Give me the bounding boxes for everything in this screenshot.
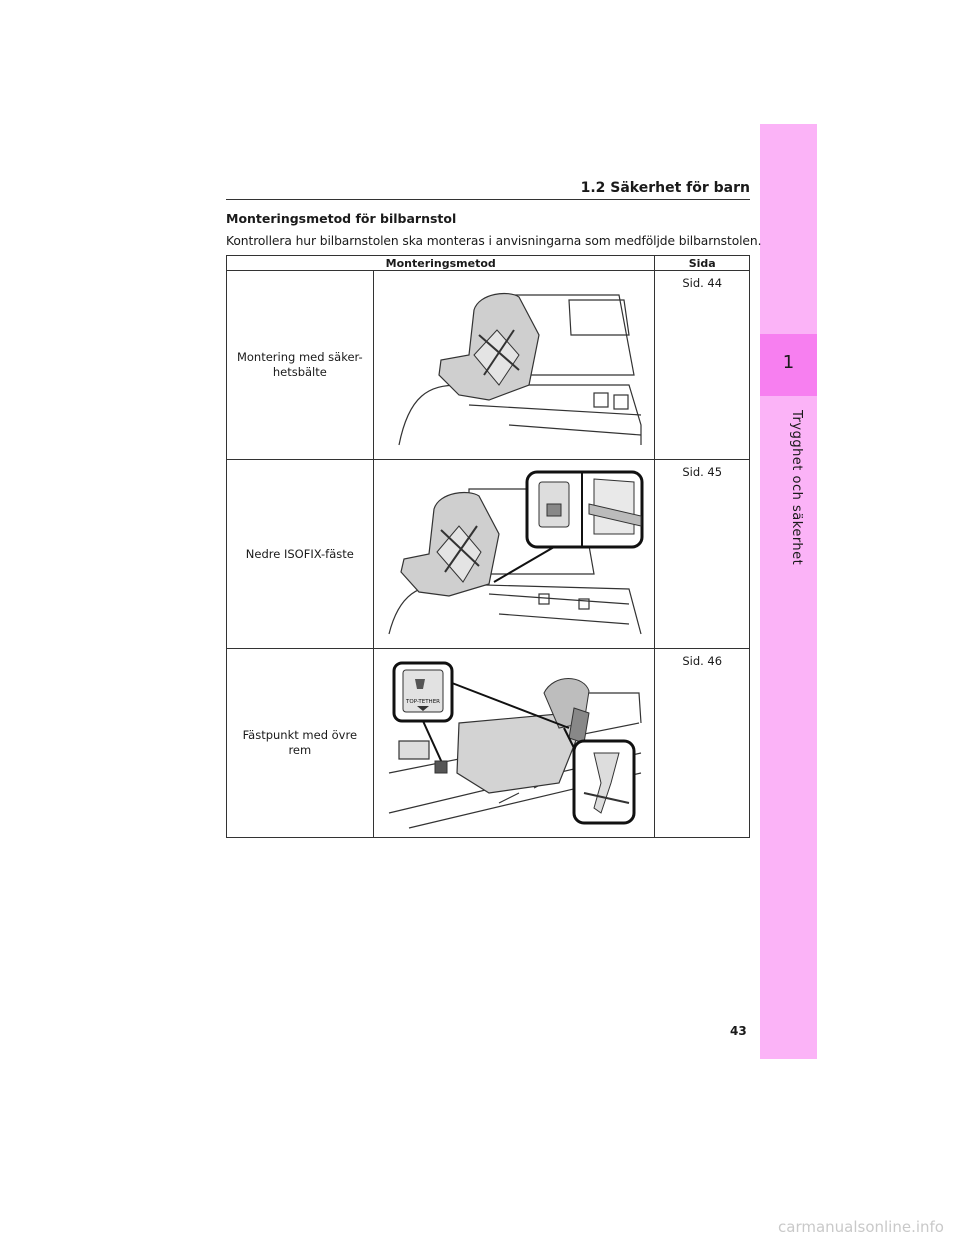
- table-row: [227, 271, 750, 460]
- method-label: Montering med säker-hetsbälte: [227, 271, 374, 460]
- top-tether-illustration: [373, 649, 655, 838]
- intro-text: Kontrollera hur bilbarnstolen ska monteras i anvisningarna som medföljde bilbarnstolen.: [226, 234, 762, 248]
- seatbelt-illustration: [373, 271, 655, 460]
- method-label: Fästpunkt med övre rem: [227, 649, 374, 838]
- page-ref: Sid. 44: [655, 271, 750, 460]
- chapter-number-box: [760, 334, 817, 396]
- child-seat-seatbelt-icon: [379, 275, 649, 455]
- header-page: Sida: [655, 256, 750, 271]
- table-row: [227, 460, 750, 649]
- table-header-row: [227, 256, 750, 271]
- section-title: Monteringsmetod för bilbarnstol: [226, 211, 457, 226]
- header-method: Monteringsmetod: [227, 256, 655, 271]
- top-tether-badge-text: TOP-TETHER: [406, 699, 441, 705]
- method-label: Nedre ISOFIX-fäste: [227, 460, 374, 649]
- section-header: 1.2 Säkerhet för barn: [580, 180, 750, 196]
- installation-method-table: [226, 255, 750, 838]
- page-number: 43: [730, 1024, 747, 1038]
- chapter-title: Trygghet och säkerhet: [789, 410, 804, 566]
- chapter-number: 1: [782, 352, 795, 373]
- chapter-side-tab: [760, 124, 817, 1059]
- page-ref: Sid. 46: [655, 649, 750, 838]
- header-divider: [226, 199, 750, 200]
- page-ref: Sid. 45: [655, 460, 750, 649]
- isofix-illustration: [373, 460, 655, 649]
- child-seat-top-tether-icon: [379, 653, 649, 833]
- footer-watermark: carmanualsonline.info: [778, 1218, 944, 1236]
- table-row: [227, 649, 750, 838]
- child-seat-isofix-icon: [379, 464, 649, 644]
